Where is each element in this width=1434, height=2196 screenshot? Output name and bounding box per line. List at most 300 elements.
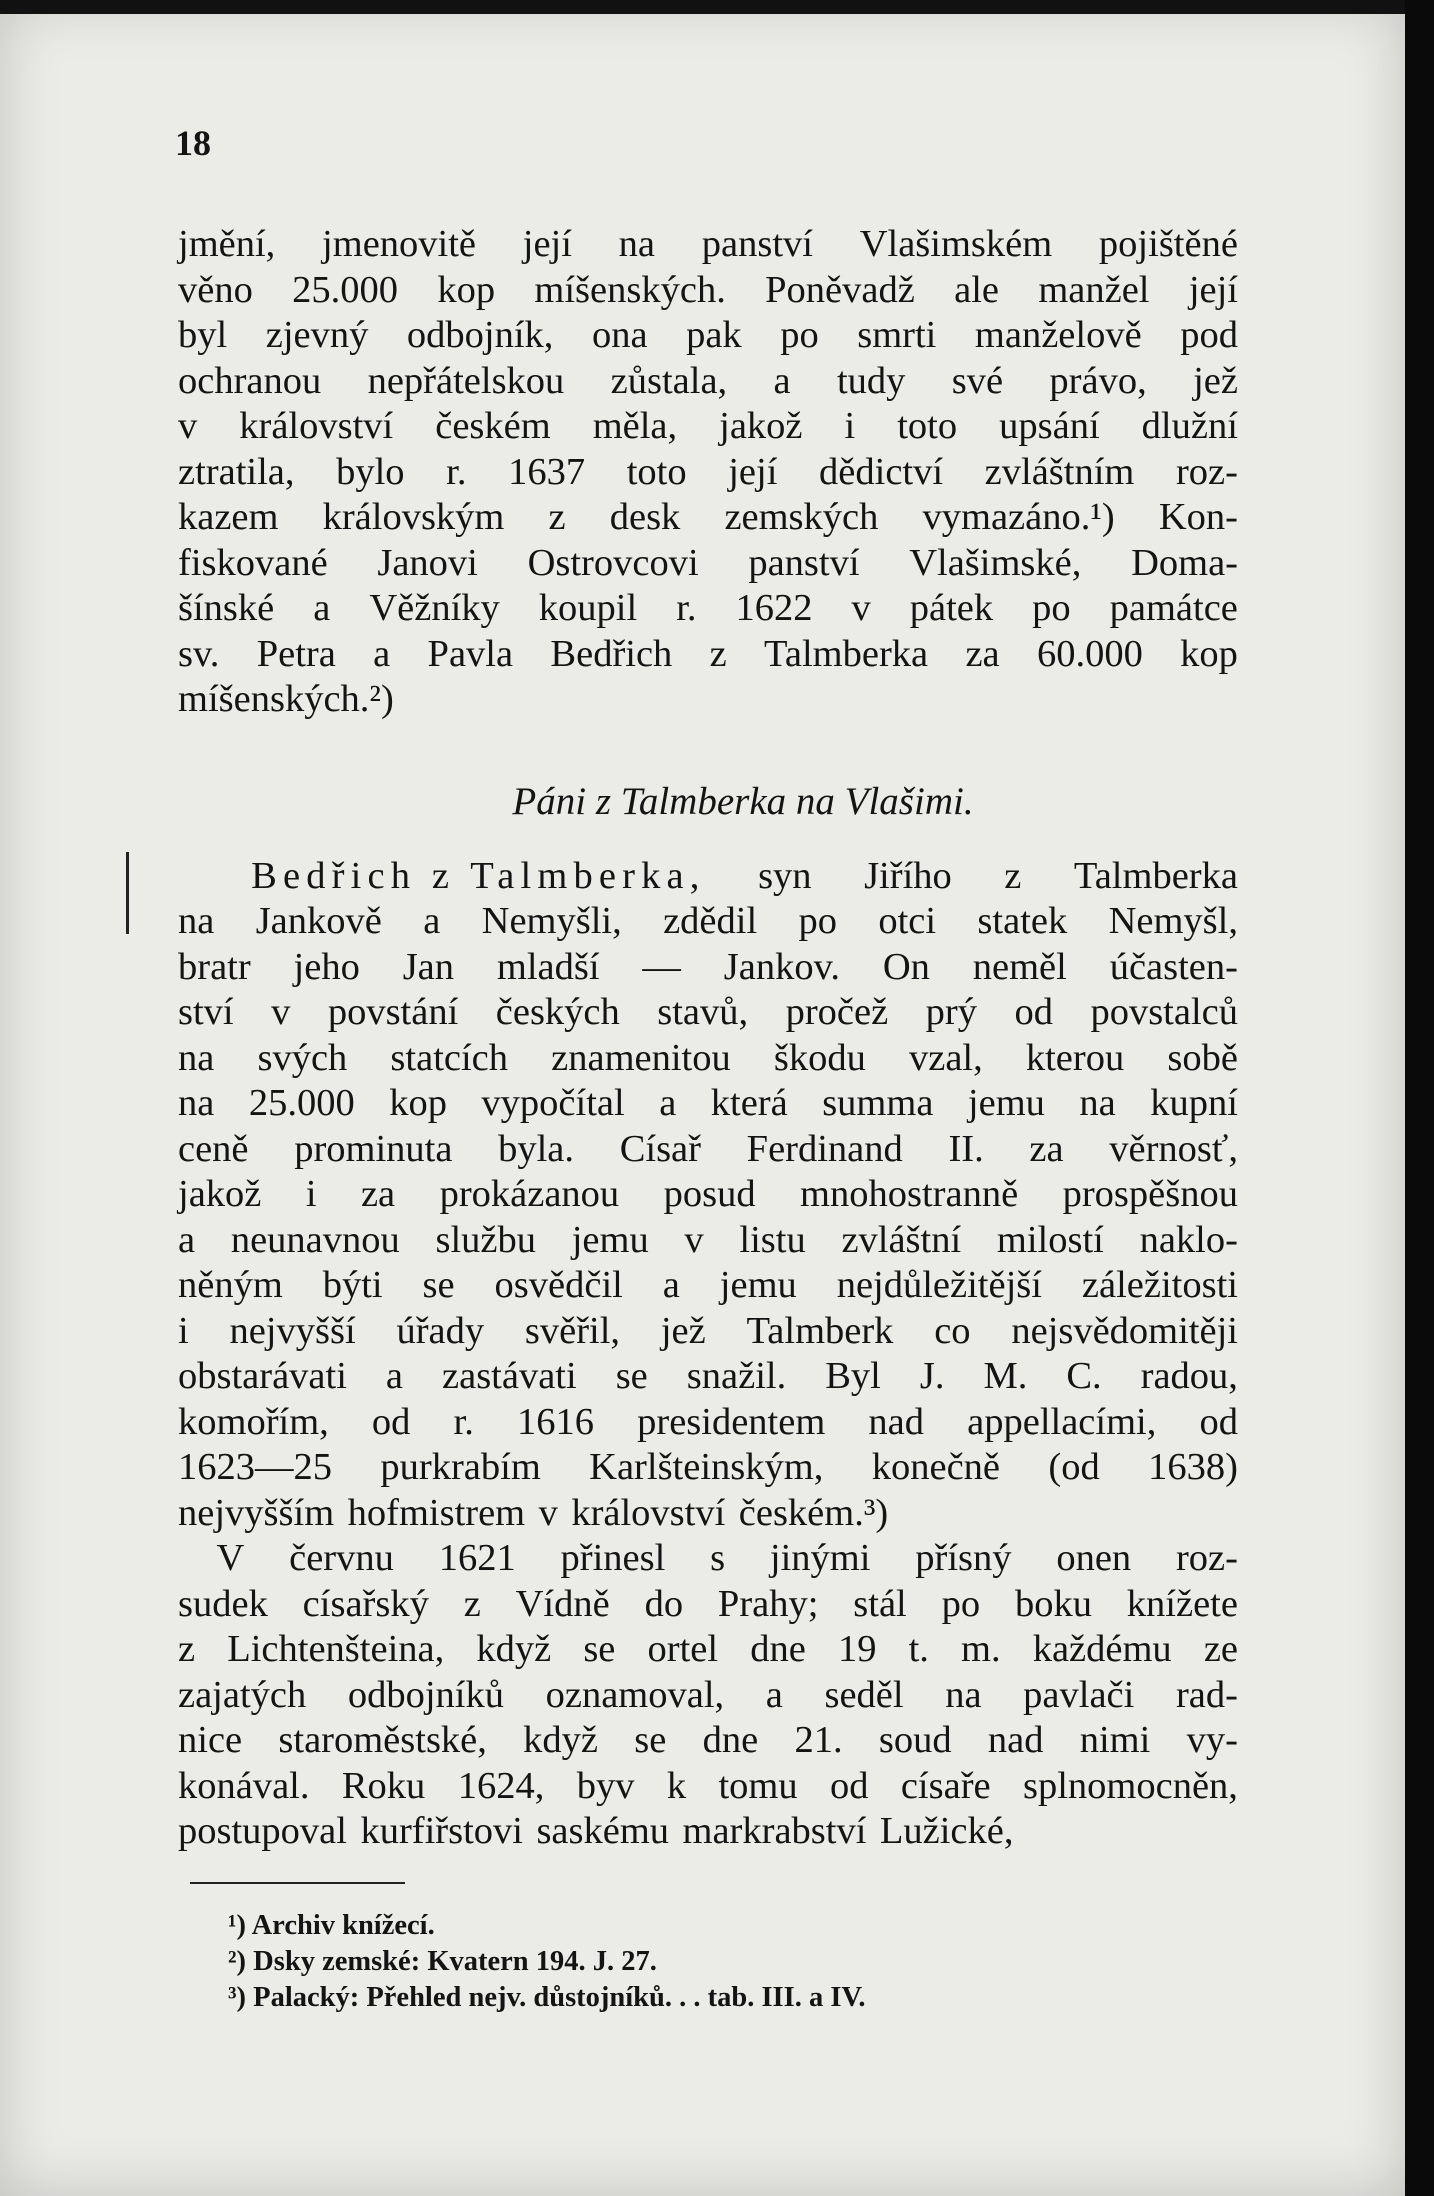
word: její xyxy=(728,450,778,493)
word: radou, xyxy=(1140,1355,1238,1397)
word: od xyxy=(371,1400,411,1443)
word: když xyxy=(476,1628,552,1670)
word: 1616 xyxy=(517,1400,594,1443)
word: naklo- xyxy=(1139,1218,1238,1261)
word: osvědčil xyxy=(494,1264,623,1306)
word: bylo xyxy=(336,450,405,493)
word: Doma- xyxy=(1131,541,1238,584)
word: nejdůležitější xyxy=(836,1264,1042,1306)
word: toto xyxy=(897,405,958,447)
word: za xyxy=(1029,1127,1064,1170)
word: i xyxy=(178,1309,189,1352)
word: dne xyxy=(750,1628,806,1670)
word: po xyxy=(780,314,819,356)
word: ceně xyxy=(178,1127,249,1170)
footnote xyxy=(228,1980,866,2016)
word: J. xyxy=(919,1355,945,1397)
word: své xyxy=(951,359,1004,402)
word: dne xyxy=(702,1719,759,1761)
word: 19 xyxy=(837,1628,877,1670)
word: za xyxy=(965,632,1000,675)
word: a xyxy=(373,632,391,675)
word: od xyxy=(1014,991,1053,1033)
word: M. xyxy=(983,1355,1028,1397)
word: onen xyxy=(1056,1537,1132,1579)
text-line xyxy=(217,1536,1239,1582)
footnote-mark: ¹) xyxy=(228,1910,247,1941)
text-line xyxy=(178,541,1238,587)
word: co xyxy=(934,1309,971,1352)
word: kterou xyxy=(1025,1036,1125,1079)
word: — xyxy=(642,945,681,988)
word: svých xyxy=(257,1036,348,1079)
text-line xyxy=(178,677,1238,723)
word: nad xyxy=(987,1719,1044,1761)
word: věrnosť, xyxy=(1109,1127,1238,1170)
word: po xyxy=(941,1582,981,1625)
word: presidentem xyxy=(637,1400,826,1443)
word: Kon- xyxy=(1158,496,1238,538)
text-line xyxy=(178,1491,1238,1537)
scan-border-right xyxy=(1405,0,1434,2196)
word: její xyxy=(522,223,572,265)
word: ztratila, xyxy=(178,450,295,493)
footnote xyxy=(228,1908,866,1944)
text-line xyxy=(178,1081,1238,1127)
text-line xyxy=(178,990,1238,1036)
word: odbojník, xyxy=(406,314,554,356)
word: se xyxy=(422,1264,455,1306)
word: přísný xyxy=(915,1537,1012,1579)
text-line xyxy=(178,1400,1238,1446)
lead-name: Bedřich z Talmberka, xyxy=(251,854,706,897)
word: panství xyxy=(748,541,860,584)
text-line xyxy=(178,313,1238,359)
section-heading: Páni z Talmberka na Vlašimi. xyxy=(512,779,974,823)
word: znamenitou xyxy=(551,1036,731,1079)
word: nad xyxy=(868,1400,925,1443)
footnote-text: Archiv knížecí. xyxy=(246,1910,435,1941)
word: její xyxy=(1188,268,1238,311)
word: vzal, xyxy=(908,1036,983,1079)
word: červnu xyxy=(289,1537,394,1579)
word: dlužní xyxy=(1141,405,1238,447)
word: Věžníky xyxy=(369,587,500,629)
word: 1622 xyxy=(735,587,813,629)
word: jakož xyxy=(178,1173,262,1215)
text-line xyxy=(178,1354,1238,1400)
text-line xyxy=(178,495,1238,541)
footnote-mark: ²) xyxy=(228,1946,247,1977)
word: 1637 xyxy=(508,450,586,493)
word: vy- xyxy=(1186,1719,1238,1761)
page-number: 18 xyxy=(175,123,211,163)
word: v xyxy=(684,1218,704,1261)
word: království xyxy=(239,405,394,447)
word: Bedřich xyxy=(550,632,673,675)
word: právo, xyxy=(1049,359,1147,402)
word: boku xyxy=(1014,1582,1092,1625)
paragraph-1 xyxy=(178,222,1238,723)
word: 25.000 xyxy=(292,268,399,311)
text-line xyxy=(178,1309,1238,1355)
word: prokázanou xyxy=(439,1173,620,1215)
word: úřady xyxy=(396,1309,485,1352)
word: postupoval xyxy=(178,1810,347,1852)
word: Nemyšl, xyxy=(1108,900,1238,942)
word: povstání xyxy=(327,991,459,1033)
word: do xyxy=(644,1582,684,1625)
word: zemských xyxy=(724,496,879,538)
word: v xyxy=(271,991,291,1033)
word: 1624, xyxy=(457,1764,545,1807)
word: nepřátelskou xyxy=(367,359,565,402)
word: od xyxy=(1199,1400,1238,1443)
main-text xyxy=(178,222,1238,1855)
word: i xyxy=(844,405,856,447)
word: 1623—25 xyxy=(178,1446,332,1488)
text-line xyxy=(178,1809,1238,1855)
word: a xyxy=(773,359,791,402)
word: na xyxy=(1079,1082,1116,1124)
word: jež xyxy=(1193,359,1238,402)
word: Prahy; xyxy=(717,1582,819,1625)
word: nimi xyxy=(1079,1719,1151,1761)
word: C. xyxy=(1066,1355,1102,1397)
word: Pavla xyxy=(427,632,514,675)
word: Roku xyxy=(341,1764,426,1807)
word: roz- xyxy=(1175,450,1238,493)
text-line xyxy=(178,1263,1238,1309)
word: šínské xyxy=(178,587,275,629)
word: pod xyxy=(1180,314,1238,356)
text-line xyxy=(251,854,1238,900)
word: bratr xyxy=(178,945,251,988)
word: desk xyxy=(609,496,681,538)
word: prý xyxy=(925,991,977,1033)
word: panství xyxy=(701,223,813,265)
word: soud xyxy=(878,1719,952,1761)
word: ochranou xyxy=(178,359,322,402)
word: na xyxy=(178,1082,215,1124)
word: pojištěné xyxy=(1098,223,1238,265)
word: jmenovitě xyxy=(322,223,477,265)
word: Lichtenšteina, xyxy=(227,1628,445,1670)
word: na xyxy=(178,900,215,942)
text-line xyxy=(178,1218,1238,1264)
word: r. xyxy=(446,450,467,493)
word: v xyxy=(538,1491,558,1534)
word: pak xyxy=(686,314,742,356)
text-line xyxy=(178,359,1238,405)
word: a xyxy=(662,1264,680,1306)
word: českém.³) xyxy=(738,1491,889,1534)
word: Talmberk xyxy=(746,1309,894,1352)
word: byla. xyxy=(498,1127,575,1170)
word: měla, xyxy=(592,405,678,447)
word: prominuta xyxy=(294,1127,453,1170)
word: r. xyxy=(676,587,697,629)
word: jemu xyxy=(719,1264,797,1306)
word: míšenských.²) xyxy=(178,678,394,720)
footnote-rule xyxy=(190,1882,405,1884)
text-line xyxy=(178,1718,1238,1764)
word: kazem xyxy=(178,496,279,538)
text-line xyxy=(178,899,1238,945)
word: rad- xyxy=(1175,1673,1238,1716)
word: komořím, xyxy=(178,1400,329,1443)
word: zdědil xyxy=(663,900,758,942)
word: nice xyxy=(178,1719,243,1761)
word: oznamoval, xyxy=(545,1673,725,1716)
word: pavlači xyxy=(1023,1673,1135,1716)
word: království xyxy=(571,1491,726,1534)
word: věno xyxy=(178,268,253,311)
word: obstarávati xyxy=(178,1355,347,1397)
word: na xyxy=(178,1036,215,1079)
word: seděl xyxy=(824,1673,904,1716)
text-line xyxy=(178,1582,1238,1628)
word: jmění, xyxy=(178,223,276,265)
word: statek xyxy=(977,900,1068,942)
word: ze xyxy=(1203,1628,1238,1670)
word: zvláštním xyxy=(984,450,1135,493)
word: stál xyxy=(853,1582,907,1625)
word: Talmberka xyxy=(764,632,929,675)
word: Jiřího xyxy=(864,854,952,897)
word: císařský xyxy=(302,1582,429,1625)
word: kop xyxy=(1180,632,1238,675)
word: kupní xyxy=(1150,1082,1238,1124)
text-line xyxy=(178,1445,1238,1491)
text-line xyxy=(178,1172,1238,1218)
paragraph-2 xyxy=(178,854,1238,1537)
word: Poněvadž xyxy=(765,268,915,311)
word: na xyxy=(945,1673,982,1716)
word: škodu xyxy=(773,1036,866,1079)
word: stavů, xyxy=(657,991,749,1033)
word: summa xyxy=(822,1082,934,1124)
word: za xyxy=(360,1173,396,1215)
word: listu xyxy=(739,1218,806,1261)
word: kop xyxy=(389,1082,447,1124)
word: císaře xyxy=(900,1764,991,1807)
text-line xyxy=(178,945,1238,991)
word: sudek xyxy=(178,1582,268,1625)
footnote-mark: ³) xyxy=(228,1982,247,2013)
word: mladší xyxy=(496,945,600,988)
word: upsání xyxy=(999,405,1100,447)
text-line xyxy=(178,450,1238,496)
word: prospěšnou xyxy=(1062,1173,1238,1215)
word: appellacími, xyxy=(967,1400,1157,1443)
text-line xyxy=(178,222,1238,268)
word: neunavnou xyxy=(230,1218,400,1261)
word: po xyxy=(798,900,837,942)
word: se xyxy=(615,1355,648,1397)
word: 60.000 xyxy=(1036,632,1143,675)
word: a xyxy=(313,587,331,629)
word: účasten- xyxy=(1109,945,1238,988)
text-line xyxy=(178,1627,1238,1673)
word: dědictví xyxy=(819,450,944,493)
word: povstalců xyxy=(1090,991,1238,1033)
word: purkrabím xyxy=(380,1446,541,1488)
text-line xyxy=(178,404,1238,450)
text-line xyxy=(178,1127,1238,1173)
word: Jankov. xyxy=(723,945,840,988)
word: Lužické, xyxy=(879,1810,1014,1852)
word: tudy xyxy=(836,359,906,402)
word: službu xyxy=(435,1218,536,1261)
word: po xyxy=(1032,587,1071,629)
word: 1638) xyxy=(1148,1446,1238,1488)
word: pátek xyxy=(909,587,994,629)
word: saskému xyxy=(536,1810,670,1852)
word: koupil xyxy=(538,587,638,629)
word: k xyxy=(666,1764,687,1807)
text-line xyxy=(178,1764,1238,1810)
footnotes xyxy=(228,1908,866,2016)
word: Byl xyxy=(825,1355,881,1397)
word: 21. xyxy=(794,1719,843,1761)
word: Ferdinand xyxy=(746,1127,903,1170)
word: vypočítal xyxy=(481,1082,625,1124)
word: Petra xyxy=(256,632,336,675)
word: Vídně xyxy=(515,1582,610,1625)
word: jakož xyxy=(719,405,803,447)
word: posud xyxy=(663,1173,756,1215)
word: královským xyxy=(322,496,505,538)
word: m. xyxy=(961,1628,1001,1670)
word: byv xyxy=(576,1764,635,1807)
word: ale xyxy=(954,268,1000,311)
word: (od xyxy=(1048,1446,1100,1488)
word: něným xyxy=(178,1264,283,1306)
word: nejvyšším xyxy=(178,1491,335,1534)
word: jež xyxy=(660,1309,706,1352)
word: z xyxy=(1004,854,1022,897)
word: Talmberka xyxy=(1073,854,1238,897)
word: s xyxy=(710,1537,726,1579)
word: a xyxy=(385,1355,404,1397)
word: toto xyxy=(626,450,687,493)
word: smrti xyxy=(857,314,937,356)
word: se xyxy=(634,1719,667,1761)
footnote xyxy=(228,1944,866,1980)
word: býti xyxy=(322,1264,383,1306)
word: jeho xyxy=(293,945,360,988)
word: z xyxy=(178,1628,196,1670)
word: ona xyxy=(591,314,648,356)
word: sv. xyxy=(178,632,220,675)
word: nejvyšší xyxy=(229,1309,356,1352)
word: z xyxy=(463,1582,481,1625)
word: když xyxy=(523,1719,598,1761)
word: záležitosti xyxy=(1081,1264,1238,1306)
word: se xyxy=(583,1628,616,1670)
word: On xyxy=(882,945,930,988)
word: zůstala, xyxy=(610,359,728,402)
word: roz- xyxy=(1175,1537,1238,1579)
word: zastávati xyxy=(442,1355,577,1397)
word: konečně xyxy=(871,1446,1000,1488)
word: V xyxy=(216,1537,245,1579)
word: pročež xyxy=(785,991,889,1033)
word: přinesl xyxy=(560,1537,666,1579)
paragraph-3 xyxy=(178,1536,1238,1855)
text-line xyxy=(178,1673,1238,1719)
word: českém xyxy=(435,405,551,447)
word: zajatých xyxy=(178,1673,307,1716)
word: míšenských. xyxy=(534,268,726,311)
word: z xyxy=(548,496,566,538)
word: každému xyxy=(1032,1628,1172,1670)
word: Ostrovcovi xyxy=(527,541,699,584)
word: v xyxy=(178,405,198,447)
word: ortel xyxy=(647,1628,719,1670)
word: r. xyxy=(453,1400,474,1443)
word: konával. xyxy=(178,1764,310,1807)
word: jinými xyxy=(769,1537,871,1579)
word: svěřil, xyxy=(524,1309,621,1352)
word: jemu xyxy=(571,1218,649,1261)
word: a xyxy=(178,1218,196,1261)
word: staroměstské, xyxy=(278,1719,487,1761)
word: Nemyšli, xyxy=(481,900,622,942)
footnote-text: Dsky zemské: Kvatern 194. J. 27. xyxy=(246,1946,657,1977)
text-line xyxy=(178,632,1238,678)
scan-border-top xyxy=(0,0,1434,14)
word: fiskované xyxy=(178,541,328,584)
word: statcích xyxy=(390,1036,509,1079)
word: neměl xyxy=(972,945,1067,988)
margin-mark xyxy=(126,852,129,934)
word: Císař xyxy=(619,1127,701,1170)
word: odbojníků xyxy=(347,1673,505,1716)
word: mnohostranně xyxy=(800,1173,1019,1215)
text-line xyxy=(178,586,1238,632)
word: snažil. xyxy=(686,1355,787,1397)
word: Vlašimském xyxy=(859,223,1053,265)
word: jemu xyxy=(967,1082,1045,1124)
word: hofmistrem xyxy=(347,1491,526,1534)
word: Jan xyxy=(402,945,455,988)
word: sobě xyxy=(1167,1036,1238,1079)
word: Karlšteinským, xyxy=(589,1446,824,1488)
word: zvláštní xyxy=(841,1218,962,1261)
word: vymazáno.¹) xyxy=(922,496,1115,538)
word: manžel xyxy=(1038,268,1150,311)
word: t. xyxy=(908,1628,929,1670)
word: Janovi xyxy=(377,541,478,584)
word: splnomocněn, xyxy=(1022,1764,1238,1807)
word: Vlašimské, xyxy=(909,541,1082,584)
word: Jankově xyxy=(255,900,382,942)
word: i xyxy=(305,1173,317,1215)
word: knížete xyxy=(1126,1582,1238,1625)
word: českých xyxy=(495,991,620,1033)
word: byl xyxy=(178,314,228,356)
word: otci xyxy=(878,900,937,942)
footnote-text: Palacký: Přehled nejv. důstojníků. . . tab. III. a IV. xyxy=(246,1982,866,2013)
word: tomu xyxy=(718,1764,798,1807)
word: ství xyxy=(178,991,234,1033)
text-line xyxy=(178,1036,1238,1082)
word: v xyxy=(851,587,871,629)
word: syn xyxy=(758,854,812,897)
word: markrabství xyxy=(682,1810,867,1852)
